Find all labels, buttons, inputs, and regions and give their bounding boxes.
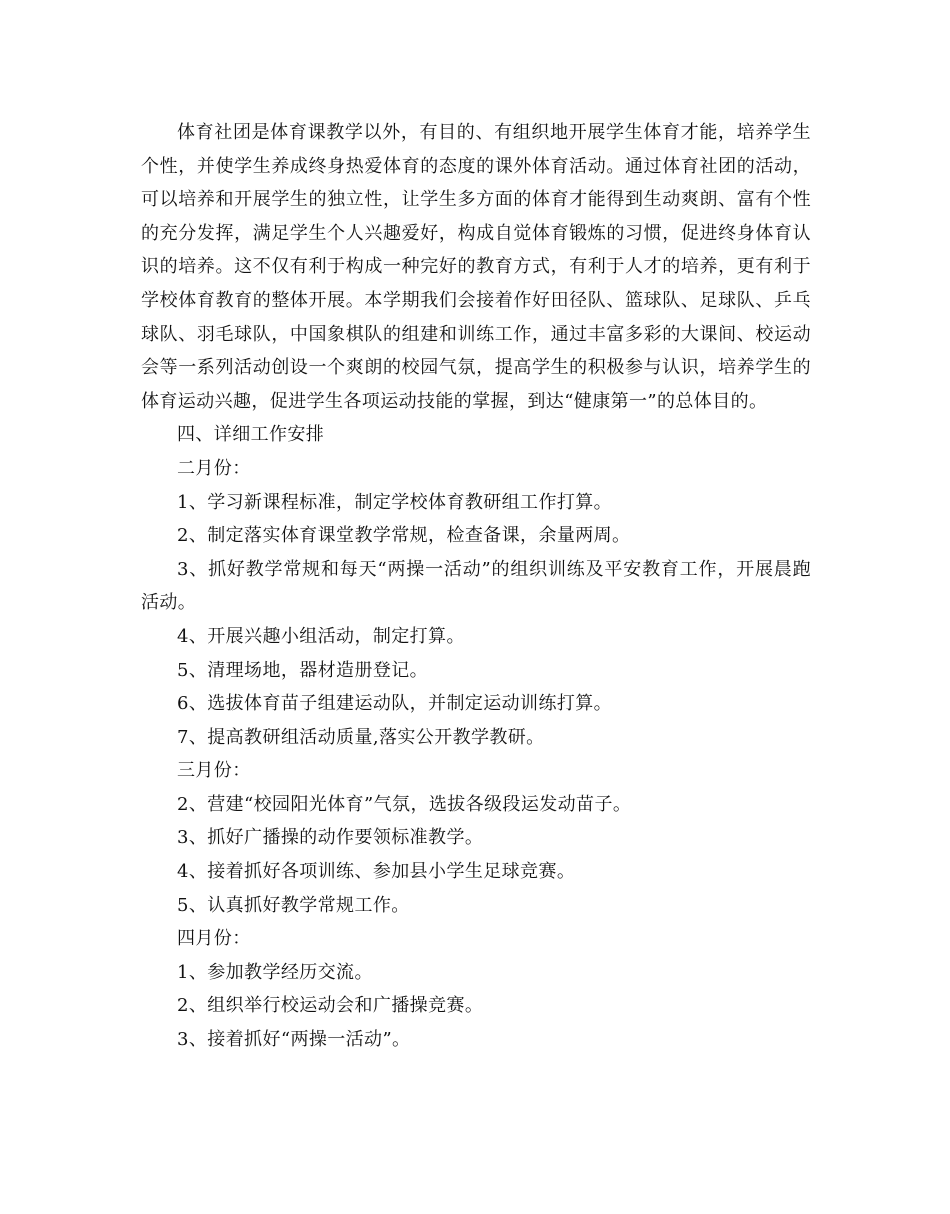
month-heading-april: 四月份： bbox=[177, 928, 251, 950]
list-item: 4、开展兴趣小组活动，制定打算。 bbox=[177, 625, 465, 647]
section-heading: 四、详细工作安排 bbox=[177, 424, 325, 446]
list-item: 6、选拔体育苗子组建运动队，并制定运动训练打算。 bbox=[177, 693, 613, 715]
month-heading-march: 三月份： bbox=[177, 760, 251, 782]
intro-paragraph: 体育社团是体育课教学以外，有目的、有组织地开展学生体育才能，培养学生个性，并使学生养成终身热爱体育的态度的课外体育活动。通过体育社团的活动，可以培养和开展学生的独立性，让学生多方面的体育才能得到生动爽朗、富有个性的充分发挥，满足学生个人兴趣爱好，构成自觉体育锻炼的习惯，促进终身体育认识的培养。这不仅有利于构成一种完好的教育方式，有利于人才的培养，更有利于学校体育教育的整体开展。本学期我们会接着作好田径队、篮球队、足球队、乒乓球队、羽毛球队，中国象棋队的组建和训练工作，通过丰富多彩的大课间、校运动会等一系列活动创设一个爽朗的校园气氛，提高学生的积极参与认识，培养学生的体育运动兴趣，促进学生各项运动技能的掌握，到达“健康第一”的总体目的。 bbox=[141, 122, 811, 412]
list-item: 7、提高教研组活动质量,落实公开教学教研。 bbox=[177, 726, 545, 748]
list-item: 3、抓好广播操的动作要领标准教学。 bbox=[177, 827, 484, 849]
list-item: 5、清理场地，器材造册登记。 bbox=[177, 659, 429, 681]
list-item: 2、组织举行校运动会和广播操竞赛。 bbox=[177, 995, 484, 1017]
list-item: 2、制定落实体育课堂教学常规，检查备课，余量两周。 bbox=[177, 525, 631, 547]
month-heading-february: 二月份： bbox=[177, 457, 251, 479]
list-item: 5、认真抓好教学常规工作。 bbox=[177, 894, 410, 916]
list-item: 4、接着抓好各项训练、参加县小学生足球竞赛。 bbox=[177, 861, 576, 883]
list-item: 3、抓好教学常规和每天“两操一活动”的组织训练及平安教育工作，开展晨跑活动。 bbox=[141, 558, 811, 614]
list-item: 1、参加教学经历交流。 bbox=[177, 961, 373, 983]
list-item: 3、接着抓好“两操一活动”。 bbox=[177, 1029, 411, 1051]
document-body bbox=[141, 116, 811, 1057]
list-item: 2、营建“校园阳光体育”气氛，选拔各级段运发动苗子。 bbox=[177, 793, 632, 815]
list-item: 1、学习新课程标准，制定学校体育教研组工作打算。 bbox=[177, 491, 613, 513]
